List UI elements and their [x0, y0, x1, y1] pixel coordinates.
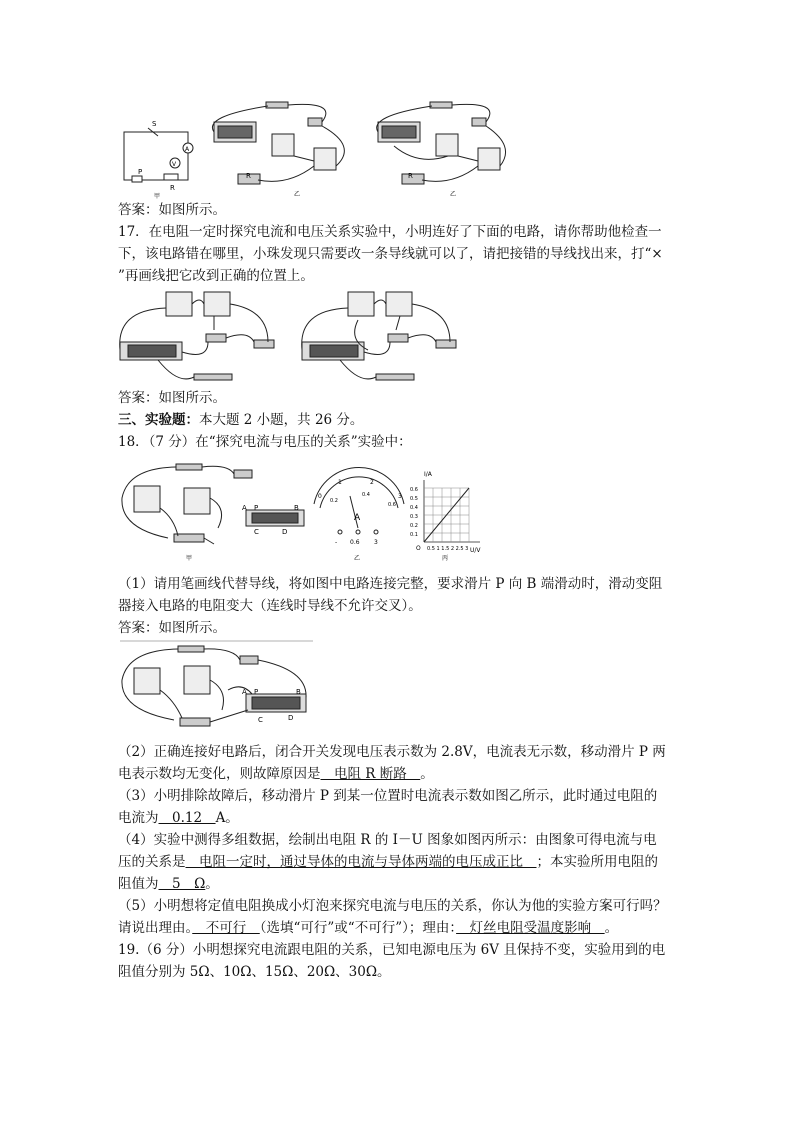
circuit-figure-2 — [118, 290, 468, 386]
label-S: S — [152, 120, 157, 128]
svg-text:0: 0 — [318, 493, 322, 500]
label-V: V — [172, 161, 177, 168]
question-19-line-1: 19.（6 分）小明想探究电流跟电阻的关系，已知电源电压为 6V 且保持不变，实验用到的电 — [118, 942, 666, 958]
svg-text:0.2: 0.2 — [330, 498, 338, 504]
answer-line-2: 答案：如图所示。 — [118, 390, 226, 406]
label-P: P — [254, 504, 259, 512]
label-bing: 丙 — [442, 555, 449, 562]
wiring-diagram-answer — [122, 646, 306, 726]
label-yi: 乙 — [294, 191, 301, 198]
svg-text:0.4: 0.4 — [362, 492, 370, 498]
section-3-prefix: 三、实验题： — [118, 412, 199, 428]
svg-text:R: R — [408, 172, 413, 180]
wiring-diagram-2 — [377, 102, 506, 184]
question-18-2-line-1: （2）正确连接好电路后，闭合开关发现电压表示数为 2.8V，电流表无示数，移动滑片 P 两 — [118, 744, 666, 760]
label-D: D — [282, 528, 288, 536]
question-17-line-2: 下，该电路错在哪里，小珠发现只需要改一条导线就可以了，请把接错的导线找出来，打“× — [118, 246, 663, 262]
question-17-line-3: ”再画线把它改到正确的位置上。 — [118, 268, 314, 284]
schematic-diagram — [124, 128, 193, 182]
svg-text:0.4: 0.4 — [410, 505, 418, 511]
circuit-figure-3 — [118, 458, 508, 566]
section-3-description: 本大题 2 小题，共 26 分。 — [199, 412, 364, 428]
svg-text:3: 3 — [374, 539, 378, 546]
answer-line-1: 答案：如图所示。 — [118, 202, 226, 218]
section-3-heading — [118, 410, 678, 430]
svg-text:2: 2 — [370, 479, 374, 486]
label-C: C — [254, 528, 259, 536]
wiring-diagram-18 — [122, 464, 304, 544]
svg-text:1: 1 — [338, 479, 342, 486]
svg-text:C: C — [258, 716, 263, 724]
svg-text:0.6: 0.6 — [410, 487, 418, 493]
question-18-4-line-2: 压的关系是 电阻一定时，通过导体的电流与导体两端的电压成正比 ；本实验所用电阻的 — [118, 854, 658, 870]
answer-blank: 5 Ω — [158, 876, 206, 892]
svg-text:0.2: 0.2 — [410, 523, 418, 529]
svg-text:D: D — [288, 714, 294, 722]
answer-blank: 电阻 R 断路 — [320, 766, 421, 782]
i-u-graph — [424, 480, 480, 542]
question-18-4-line-1: （4）实验中测得多组数据，绘制出电阻 R 的 I－U 图象如图丙所示：由图象可得电流与电 — [118, 832, 657, 848]
label-jia: 甲 — [154, 193, 161, 200]
svg-text:0.5 1 1.5 2 2.5 3: 0.5 1 1.5 2 2.5 3 — [427, 546, 469, 552]
svg-text:0.5: 0.5 — [410, 496, 418, 502]
question-18-3-line-2: 电流为 0.12 A。 — [118, 810, 239, 826]
label-A: A — [242, 504, 247, 512]
graph-xlabel: U/V — [470, 547, 481, 554]
svg-text:0.1: 0.1 — [410, 532, 418, 538]
answer-line-3: 答案：如图所示。 — [118, 620, 226, 636]
label-yi-2: 乙 — [450, 191, 457, 198]
graph-origin: O — [416, 545, 421, 552]
question-19-line-2: 阻值分别为 5Ω、10Ω、15Ω、20Ω、30Ω。 — [118, 964, 391, 980]
wiring-diagram-q17-a — [120, 292, 274, 380]
question-18-4-line-3: 阻值为 5 Ω。 — [118, 876, 219, 892]
label-B: B — [294, 504, 299, 512]
circuit-figure-4 — [118, 640, 318, 736]
label-P: P — [138, 168, 143, 176]
wiring-diagram-1 — [212, 102, 344, 184]
svg-text:A: A — [242, 688, 247, 696]
svg-text:-: - — [335, 539, 338, 546]
circuit-figure-1 — [118, 96, 518, 200]
svg-text:0.6: 0.6 — [350, 539, 360, 546]
svg-text:3: 3 — [398, 493, 402, 500]
svg-text:B: B — [296, 688, 301, 696]
label-jia: 甲 — [186, 555, 193, 562]
label-R: R — [170, 184, 175, 192]
answer-blank: 不可行 — [192, 920, 260, 936]
label-A: A — [185, 146, 190, 153]
svg-text:0.3: 0.3 — [410, 514, 418, 520]
wiring-diagram-q17-b — [302, 292, 456, 380]
label-yi: 乙 — [354, 555, 361, 562]
question-18-1-line-1: （1）请用笔画线代替导线，将如图中电路连接完整，要求滑片 P 向 B 端滑动时，滑动变阻 — [118, 576, 663, 592]
answer-blank: 0.12 — [158, 810, 216, 826]
answer-blank: 灯丝电阻受温度影响 — [456, 920, 605, 936]
svg-text:0.6: 0.6 — [388, 502, 396, 508]
graph-ylabel: I/A — [424, 471, 432, 478]
question-18-1-line-2: 器接入电路的电阻变大（连线时导线不允许交叉）。 — [118, 598, 422, 614]
question-18-2-line-2: 电表示数均无变化，则故障原因是 电阻 R 断路 。 — [118, 766, 434, 782]
question-17-line-1: 17．在电阻一定时探究电流和电压关系实验中，小明连好了下面的电路，请你帮助他检查一 — [118, 224, 662, 240]
question-18-3-line-1: （3）小明排除故障后，移动滑片 P 到某一位置时电流表示数如图乙所示，此时通过电阻的 — [118, 788, 658, 804]
ammeter-letter: A — [354, 513, 361, 523]
answer-blank: 电阻一定时，通过导体的电流与导体两端的电压成正比 — [185, 854, 537, 870]
svg-text:P: P — [254, 688, 259, 696]
label-R2: R — [246, 172, 251, 180]
question-18-5-line-2: 请说出理由。 不可行 （选填“可行”或“不可行”）；理由： 灯丝电阻受温度影响 。 — [118, 920, 619, 936]
question-18: 18．（7 分）在“探究电流与电压的关系”实验中： — [118, 434, 412, 450]
question-18-5-line-1: （5）小明想将定值电阻换成小灯泡来探究电流与电压的关系，你认为他的实验方案可行吗？ — [118, 898, 667, 914]
